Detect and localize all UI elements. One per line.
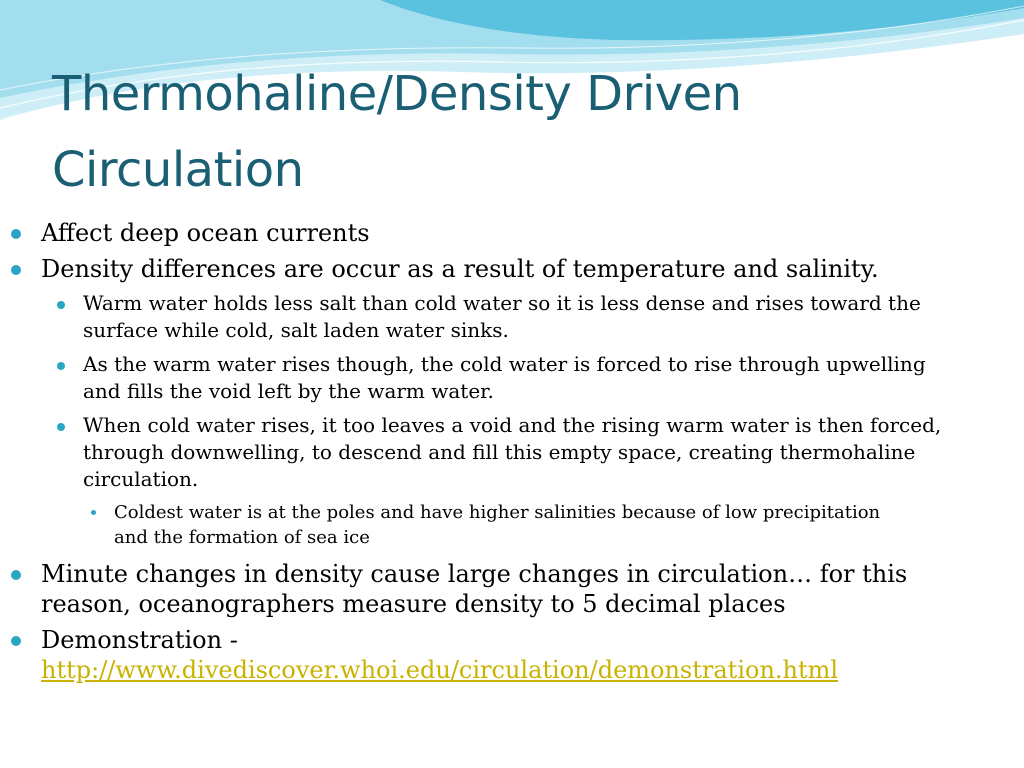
bullet-dot-icon: [91, 510, 96, 515]
bullet-text: Warm water holds less salt than cold water so it is less dense and rises toward the surface while cold, salt laden water sinks.: [83, 291, 921, 342]
slide-title-line-1: Thermohaline/Density Driven: [52, 66, 742, 122]
list-item: [114, 500, 904, 550]
bullet-text: When cold water rises, it too leaves a void and the rising warm water is then forced, through downwelling, to descend and fill this empty space, creating thermohaline circulation.: [83, 413, 942, 491]
bullet-dot-icon: [57, 362, 65, 370]
bullet-dot-icon: [11, 265, 21, 275]
list-item: [83, 290, 964, 344]
list-item: [41, 218, 984, 248]
bullet-dot-icon: [57, 301, 65, 309]
bullet-text: Coldest water is at the poles and have higher salinities because of low precipitation and the formation of sea ice: [114, 502, 881, 548]
list-item: [41, 254, 984, 284]
demonstration-link[interactable]: http://www.divediscover.whoi.edu/circulation/demonstration.html: [41, 656, 839, 684]
bullet-list: [0, 218, 1024, 691]
bullet-dot-icon: [11, 229, 21, 239]
list-item: [41, 559, 984, 619]
slide-title-line-2: Circulation: [52, 142, 304, 198]
bullet-dot-icon: [11, 636, 21, 646]
list-item: [83, 412, 964, 493]
slide-title: [52, 56, 992, 208]
bullet-text: Minute changes in density cause large changes in circulation… for this reason, oceanographers measure density to 5 decimal places: [41, 560, 908, 618]
list-item: [83, 351, 964, 405]
list-item: [41, 625, 984, 685]
bullet-text: As the warm water rises though, the cold water is forced to rise through upwelling and fills the void left by the warm water.: [83, 352, 926, 403]
bullet-text: Affect deep ocean currents: [41, 219, 370, 247]
bullet-text: Demonstration -: [41, 626, 238, 654]
bullet-text: Density differences are occur as a result of temperature and salinity.: [41, 255, 879, 283]
bullet-dot-icon: [11, 570, 21, 580]
bullet-dot-icon: [57, 423, 65, 431]
